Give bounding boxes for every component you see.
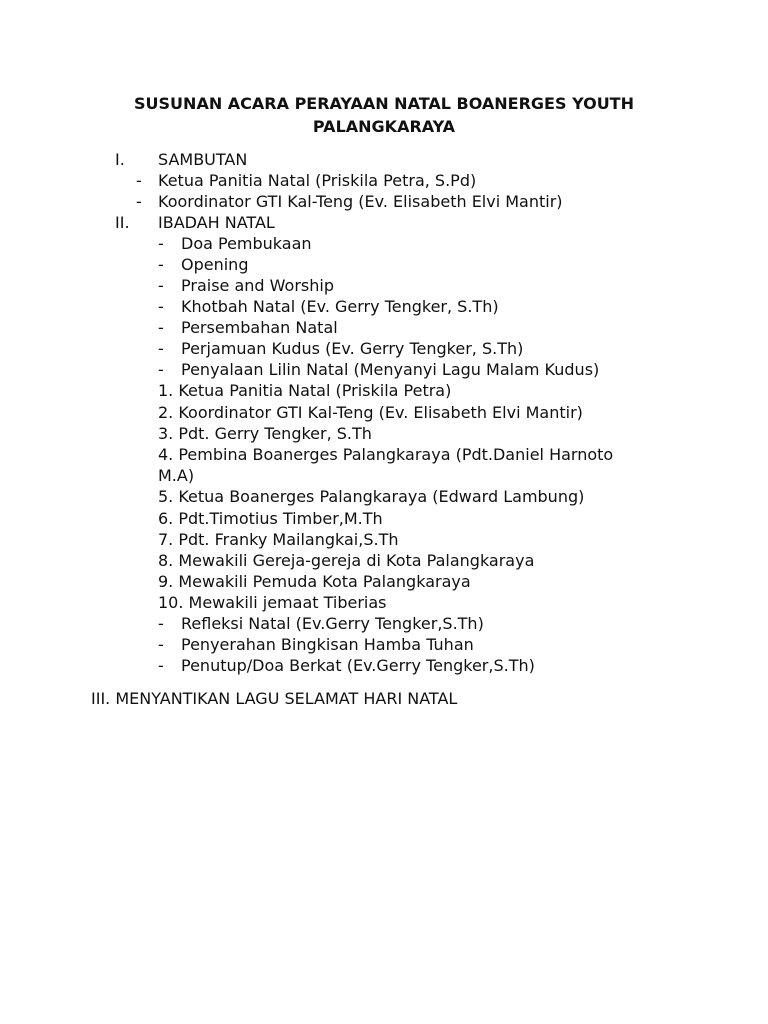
list-item: Perjamuan Kudus (Ev. Gerry Tengker, S.Th) [181, 339, 524, 358]
list-item: Praise and Worship [181, 276, 334, 295]
numbered-item: 9. Mewakili Pemuda Kota Palangkaraya [158, 572, 471, 591]
list-item: Penutup/Doa Berkat (Ev.Gerry Tengker,S.Th) [181, 656, 535, 675]
bullet: - [158, 339, 164, 358]
section-2-numeral: II. [115, 213, 130, 232]
numbered-item: 2. Koordinator GTI Kal-Teng (Ev. Elisabeth Elvi Mantir) [158, 403, 583, 422]
bullet: - [158, 360, 164, 379]
bullet: - [158, 255, 164, 274]
list-item: Koordinator GTI Kal-Teng (Ev. Elisabeth Elvi Mantir) [158, 192, 563, 211]
list-item: Refleksi Natal (Ev.Gerry Tengker,S.Th) [181, 614, 484, 633]
numbered-item: 1. Ketua Panitia Natal (Priskila Petra) [158, 381, 452, 400]
section-1-numeral: I. [115, 150, 125, 169]
list-item: Persembahan Natal [181, 318, 338, 337]
list-item: Doa Pembukaan [181, 234, 312, 253]
numbered-item: 3. Pdt. Gerry Tengker, S.Th [158, 424, 372, 443]
list-item: Ketua Panitia Natal (Priskila Petra, S.Pd) [158, 171, 477, 190]
list-item: Khotbah Natal (Ev. Gerry Tengker, S.Th) [181, 297, 499, 316]
list-item: Opening [181, 255, 249, 274]
bullet: - [136, 171, 142, 190]
document-title-line-2: PALANGKARAYA [312, 117, 456, 136]
numbered-item: 10. Mewakili jemaat Tiberias [158, 593, 387, 612]
section-1-heading: SAMBUTAN [158, 150, 248, 169]
numbered-item-continuation: M.A) [158, 466, 195, 485]
bullet: - [158, 234, 164, 253]
numbered-item: 6. Pdt.Timotius Timber,M.Th [158, 509, 383, 528]
bullet: - [158, 276, 164, 295]
list-item: Penyalaan Lilin Natal (Menyanyi Lagu Malam Kudus) [181, 360, 600, 379]
bullet: - [158, 297, 164, 316]
section-3-heading: III. MENYANTIKAN LAGU SELAMAT HARI NATAL [91, 689, 458, 708]
numbered-item: 7. Pdt. Franky Mailangkai,S.Th [158, 530, 399, 549]
bullet: - [158, 635, 164, 654]
bullet: - [158, 656, 164, 675]
bullet: - [136, 192, 142, 211]
bullet: - [158, 614, 164, 633]
document-title-line-1: SUSUNAN ACARA PERAYAAN NATAL BOANERGES YOUTH [134, 94, 634, 113]
numbered-item: 4. Pembina Boanerges Palangkaraya (Pdt.Daniel Harnoto [158, 445, 614, 464]
numbered-item: 5. Ketua Boanerges Palangkaraya (Edward Lambung) [158, 487, 585, 506]
section-2-heading: IBADAH NATAL [158, 213, 275, 232]
numbered-item: 8. Mewakili Gereja-gereja di Kota Palangkaraya [158, 551, 535, 570]
list-item: Penyerahan Bingkisan Hamba Tuhan [181, 635, 474, 654]
bullet: - [158, 318, 164, 337]
